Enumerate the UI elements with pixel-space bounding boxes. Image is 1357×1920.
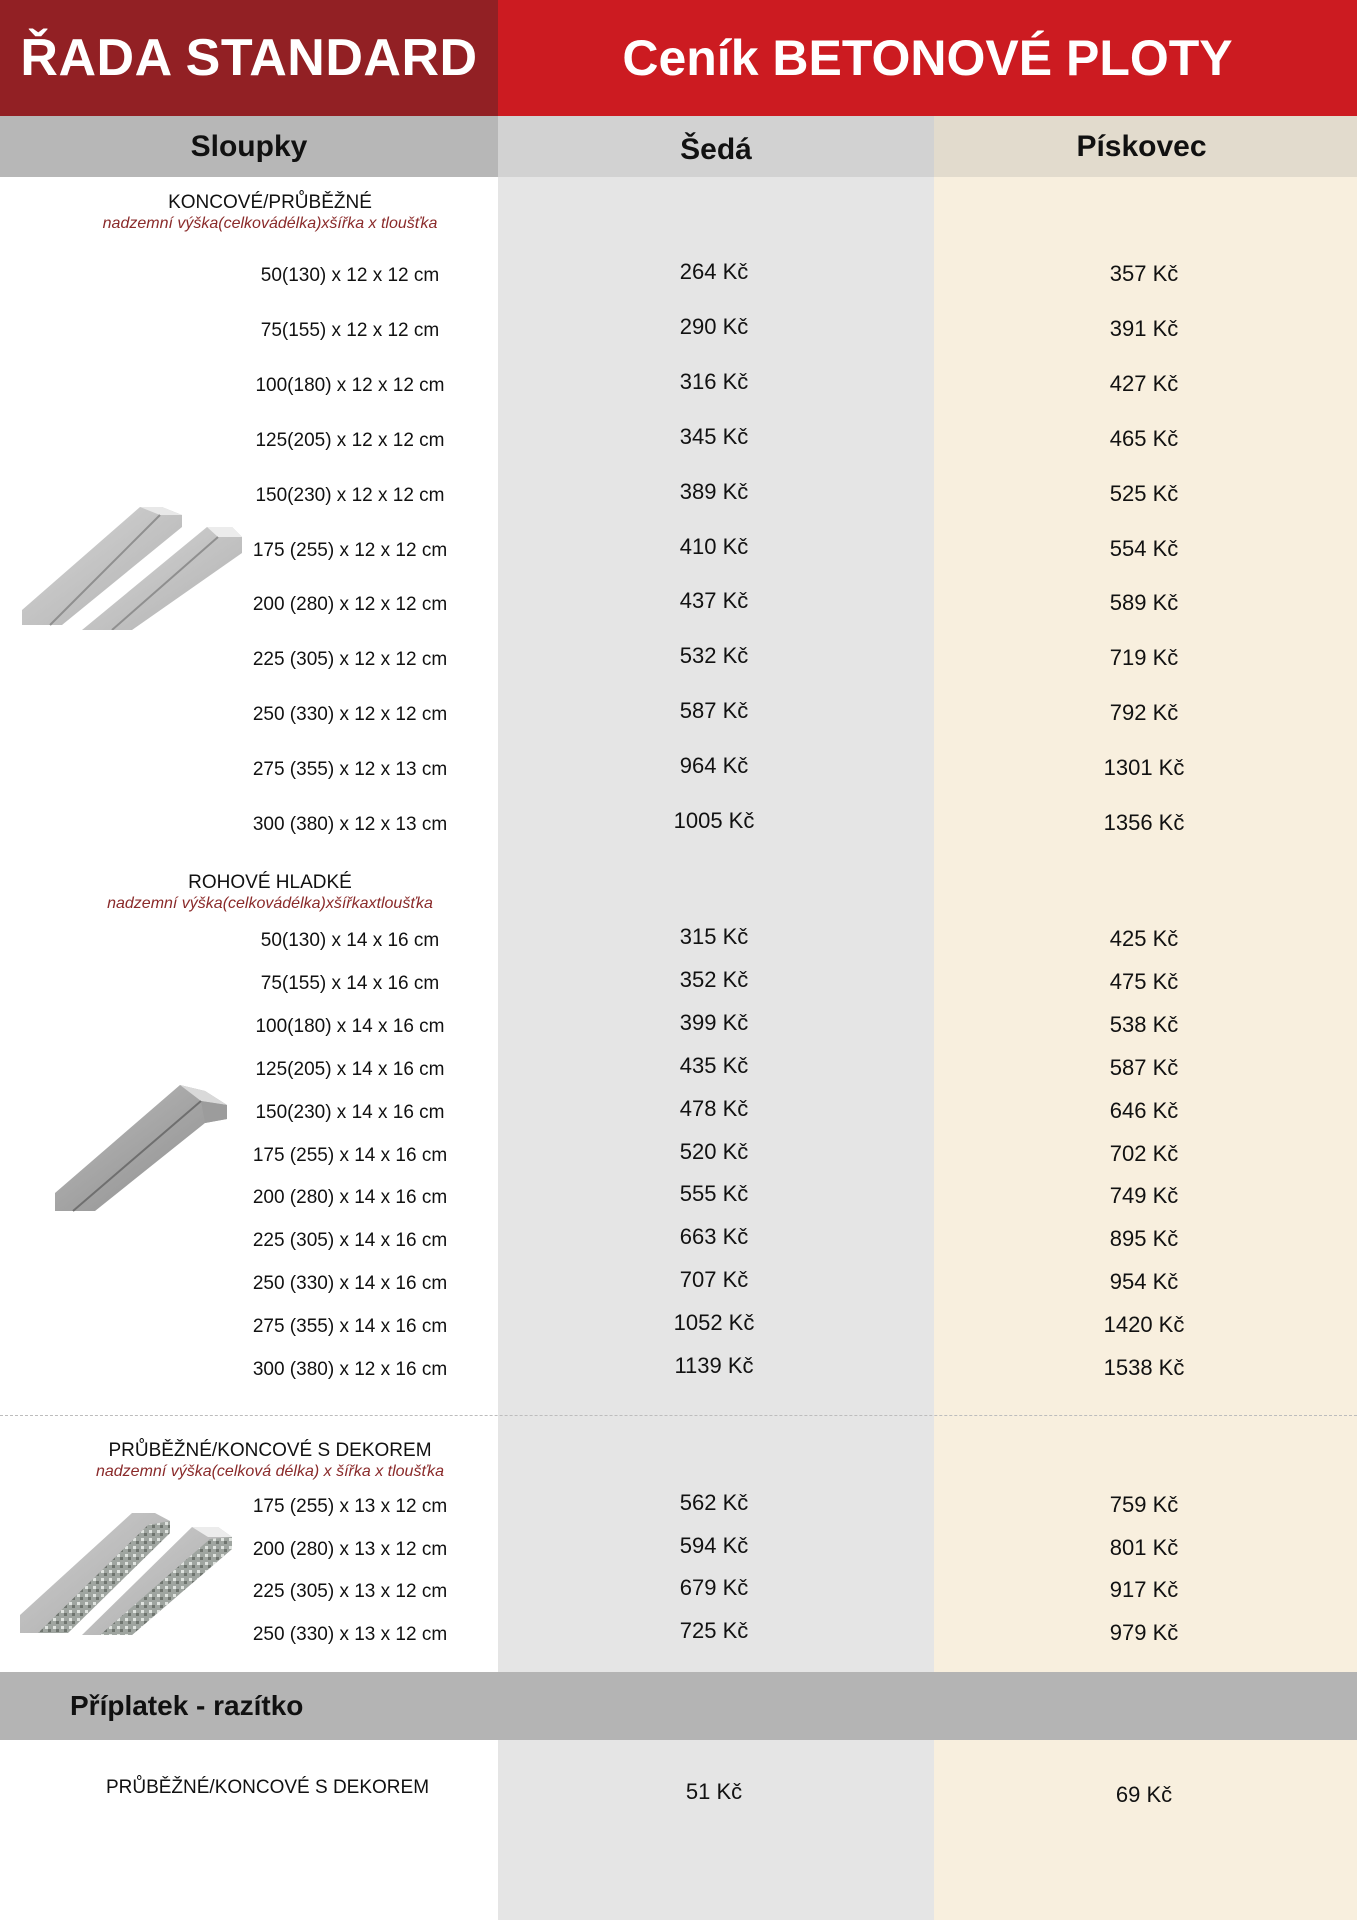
row-price-sand: 425 Kč bbox=[1109, 926, 1179, 951]
row-dimension: 200 (280) x 14 x 16 cm bbox=[252, 1187, 448, 1208]
concrete-post-pair-icon bbox=[22, 505, 242, 630]
row-price-sand: 554 Kč bbox=[1109, 536, 1179, 561]
row-price-gray: 437 Kč bbox=[679, 588, 749, 613]
row-price-gray: 532 Kč bbox=[679, 643, 749, 668]
row-price-sand: 719 Kč bbox=[1109, 645, 1179, 670]
row-price-sand: 475 Kč bbox=[1109, 969, 1179, 994]
row-price-sand: 895 Kč bbox=[1109, 1226, 1179, 1251]
surcharge-price-gray: 51 Kč bbox=[685, 1779, 743, 1804]
section-title: KONCOVÉ/PRŮBĚŽNÉ bbox=[168, 192, 372, 213]
row-dimension: 125(205) x 12 x 12 cm bbox=[255, 430, 445, 451]
row-dimension: 175 (255) x 12 x 12 cm bbox=[252, 540, 448, 561]
section-subtitle: nadzemní výška(celkovádélka)xšířka x tloušťka bbox=[102, 215, 438, 232]
row-price-sand: 587 Kč bbox=[1109, 1055, 1179, 1080]
row-price-sand: 465 Kč bbox=[1109, 426, 1179, 451]
row-price-sand: 702 Kč bbox=[1109, 1141, 1179, 1166]
row-price-gray: 1052 Kč bbox=[673, 1310, 755, 1335]
row-dimension: 175 (255) x 13 x 12 cm bbox=[252, 1496, 448, 1517]
row-price-sand: 1420 Kč bbox=[1103, 1312, 1185, 1337]
row-dimension: 200 (280) x 12 x 12 cm bbox=[252, 594, 448, 615]
row-price-sand: 1356 Kč bbox=[1103, 810, 1185, 835]
row-dimension: 225 (305) x 14 x 16 cm bbox=[252, 1230, 448, 1251]
row-price-gray: 1139 Kč bbox=[674, 1353, 754, 1378]
row-price-sand: 917 Kč bbox=[1109, 1577, 1179, 1602]
row-price-sand: 646 Kč bbox=[1109, 1098, 1179, 1123]
row-dimension: 225 (305) x 12 x 12 cm bbox=[252, 649, 448, 670]
row-price-gray: 315 Kč bbox=[679, 924, 749, 949]
row-dimension: 250 (330) x 12 x 12 cm bbox=[252, 704, 448, 725]
row-price-gray: 290 Kč bbox=[679, 314, 749, 339]
row-price-sand: 759 Kč bbox=[1109, 1492, 1179, 1517]
section-title: PRŮBĚŽNÉ/KONCOVÉ S DEKOREM bbox=[108, 1440, 432, 1461]
price-list-title: Ceník BETONOVÉ PLOTY bbox=[498, 0, 1357, 116]
column-header-sand: Pískovec bbox=[934, 116, 1357, 177]
row-price-gray: 725 Kč bbox=[679, 1618, 749, 1643]
row-price-sand: 357 Kč bbox=[1109, 261, 1179, 286]
row-dimension: 100(180) x 12 x 12 cm bbox=[255, 375, 445, 396]
corner-post-icon bbox=[55, 1083, 230, 1213]
row-price-gray: 352 Kč bbox=[679, 967, 749, 992]
row-price-gray: 520 Kč bbox=[679, 1139, 749, 1164]
row-price-sand: 1538 Kč bbox=[1103, 1355, 1185, 1380]
column-header-gray: Šedá bbox=[498, 116, 934, 177]
row-price-gray: 399 Kč bbox=[679, 1010, 749, 1035]
row-price-sand: 792 Kč bbox=[1109, 700, 1179, 725]
row-dimension: 150(230) x 14 x 16 cm bbox=[255, 1102, 445, 1123]
row-price-sand: 538 Kč bbox=[1109, 1012, 1179, 1037]
column-header-product: Sloupky bbox=[0, 116, 498, 177]
row-price-gray: 594 Kč bbox=[679, 1533, 749, 1558]
section-divider bbox=[0, 1415, 1357, 1416]
row-dimension: 300 (380) x 12 x 13 cm bbox=[252, 814, 448, 835]
row-price-sand: 589 Kč bbox=[1109, 590, 1179, 615]
row-dimension: 175 (255) x 14 x 16 cm bbox=[252, 1145, 448, 1166]
row-dimension: 300 (380) x 12 x 16 cm bbox=[252, 1359, 448, 1380]
row-price-sand: 1301 Kč bbox=[1103, 755, 1185, 780]
row-price-gray: 964 Kč bbox=[679, 753, 749, 778]
row-dimension: 250 (330) x 13 x 12 cm bbox=[252, 1624, 448, 1645]
row-price-gray: 587 Kč bbox=[679, 698, 749, 723]
row-price-gray: 478 Kč bbox=[679, 1096, 749, 1121]
row-dimension: 200 (280) x 13 x 12 cm bbox=[252, 1539, 448, 1560]
row-dimension: 50(130) x 14 x 16 cm bbox=[260, 930, 440, 951]
row-price-sand: 525 Kč bbox=[1109, 481, 1179, 506]
row-price-sand: 391 Kč bbox=[1109, 316, 1179, 341]
row-dimension: 75(155) x 12 x 12 cm bbox=[260, 320, 440, 341]
row-price-gray: 679 Kč bbox=[679, 1575, 749, 1600]
surcharge-title: Příplatek - razítko bbox=[70, 1690, 304, 1721]
row-price-sand: 954 Kč bbox=[1109, 1269, 1179, 1294]
row-price-gray: 707 Kč bbox=[679, 1267, 749, 1292]
section-subtitle: nadzemní výška(celkovádélka)xšířkaxtloušťka bbox=[107, 895, 433, 912]
row-price-gray: 264 Kč bbox=[679, 259, 749, 284]
row-price-gray: 663 Kč bbox=[679, 1224, 749, 1249]
row-dimension: 250 (330) x 14 x 16 cm bbox=[252, 1273, 448, 1294]
row-price-sand: 427 Kč bbox=[1109, 371, 1179, 396]
row-price-gray: 345 Kč bbox=[679, 424, 749, 449]
row-dimension: 150(230) x 12 x 12 cm bbox=[255, 485, 445, 506]
row-dimension: 100(180) x 14 x 16 cm bbox=[255, 1016, 445, 1037]
surcharge-price-sand: 69 Kč bbox=[1115, 1782, 1173, 1807]
row-price-sand: 749 Kč bbox=[1109, 1183, 1179, 1208]
surcharge-item: PRŮBĚŽNÉ/KONCOVÉ S DEKOREM bbox=[105, 1777, 430, 1798]
row-price-gray: 410 Kč bbox=[679, 534, 749, 559]
section-subtitle: nadzemní výška(celková délka) x šířka x tloušťka bbox=[95, 1463, 445, 1480]
row-dimension: 275 (355) x 12 x 13 cm bbox=[252, 759, 448, 780]
row-price-sand: 801 Kč bbox=[1109, 1535, 1179, 1560]
series-title: ŘADA STANDARD bbox=[0, 0, 498, 116]
section-title: ROHOVÉ HLADKÉ bbox=[188, 872, 352, 893]
row-price-gray: 389 Kč bbox=[679, 479, 749, 504]
decor-post-pair-icon bbox=[20, 1505, 235, 1635]
row-dimension: 50(130) x 12 x 12 cm bbox=[260, 265, 440, 286]
row-price-gray: 562 Kč bbox=[679, 1490, 749, 1515]
row-dimension: 225 (305) x 13 x 12 cm bbox=[252, 1581, 448, 1602]
row-price-gray: 435 Kč bbox=[679, 1053, 749, 1078]
row-price-gray: 555 Kč bbox=[679, 1181, 749, 1206]
row-dimension: 125(205) x 14 x 16 cm bbox=[255, 1059, 445, 1080]
row-dimension: 75(155) x 14 x 16 cm bbox=[260, 973, 440, 994]
row-price-gray: 1005 Kč bbox=[673, 808, 755, 833]
row-price-sand: 979 Kč bbox=[1109, 1620, 1179, 1645]
row-dimension: 275 (355) x 14 x 16 cm bbox=[252, 1316, 448, 1337]
row-price-gray: 316 Kč bbox=[679, 369, 749, 394]
